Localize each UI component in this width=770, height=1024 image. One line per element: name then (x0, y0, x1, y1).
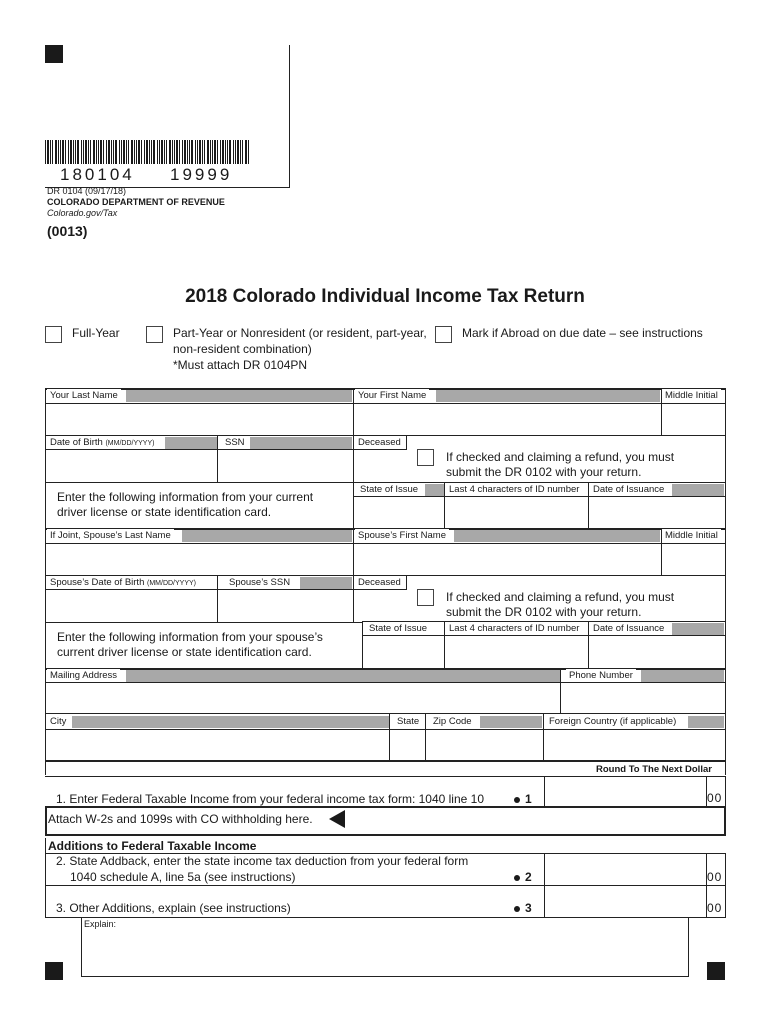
spouse-last-name-field[interactable] (46, 544, 352, 574)
dob-field[interactable] (46, 450, 216, 481)
left-border (45, 388, 46, 775)
line3-text: 3. Other Additions, explain (see instructions) (56, 901, 291, 915)
spouse-first-name-label: Spouse’s First Name (355, 529, 449, 542)
right-border (725, 388, 726, 775)
ssn-field[interactable] (218, 450, 352, 481)
form-code: (0013) (47, 223, 88, 239)
barcode (45, 140, 255, 164)
spouse-last4-field[interactable] (445, 636, 587, 667)
zip-field[interactable] (426, 730, 542, 759)
form-id: DR 0104 (09/17/18) (47, 186, 127, 196)
line2-number: 2 (514, 870, 532, 885)
line3-amount-col-right (725, 885, 726, 917)
last-name-field[interactable] (46, 404, 352, 434)
phone-label: Phone Number (566, 669, 636, 682)
line2-amount-col-right (725, 853, 726, 885)
line1-number: 1 (514, 792, 532, 807)
middle-initial-label: Middle Initial (662, 389, 721, 402)
barcode-number-left: 180104 (60, 165, 135, 184)
state-of-issue-label: State of Issue (357, 483, 421, 496)
spouse-row2-bottom (45, 622, 363, 623)
state-field[interactable] (390, 730, 424, 759)
spouse-deceased-label: Deceased (355, 576, 404, 589)
date-issuance-label: Date of Issuance (590, 483, 667, 496)
barcode-number-right: 19999 (170, 165, 233, 184)
spouse-refund-note-line1: If checked and claiming a refund, you must (446, 590, 675, 604)
deceased-label-divider (406, 435, 407, 450)
spouse-last4-label: Last 4 characters of ID number (446, 622, 582, 635)
spouse-ssn-bar (300, 577, 352, 589)
registration-mark-bottom-left (45, 962, 63, 980)
spouse-middle-initial-field[interactable] (662, 544, 724, 574)
explain-label: Explain: (84, 919, 117, 929)
city-field[interactable] (46, 730, 388, 759)
attach-arrow-icon (329, 810, 345, 828)
state-label: State (394, 715, 422, 728)
deceased-checkbox[interactable] (417, 449, 434, 466)
foreign-country-field[interactable] (544, 730, 724, 759)
header-divider (289, 45, 290, 187)
line1-cents: 00 (707, 791, 723, 805)
foreign-bar (688, 716, 724, 728)
last4-label: Last 4 characters of ID number (446, 483, 582, 496)
city-bar (72, 716, 389, 728)
mailing-address-field[interactable] (46, 683, 559, 712)
additions-left-border (45, 838, 46, 918)
line2-text-line2: 1040 schedule A, line 5a (see instructions) (70, 870, 296, 884)
line1-text: 1. Enter Federal Taxable Income from your federal income tax form: 1040 line 10 (56, 792, 484, 806)
part-year-label-line2: non-resident combination) (173, 342, 312, 356)
zip-label: Zip Code (430, 715, 475, 728)
spouse-date-issuance-label: Date of Issuance (590, 622, 667, 635)
abroad-checkbox[interactable] (435, 326, 452, 343)
full-year-label: Full-Year (72, 326, 120, 340)
registration-mark-bottom-right (707, 962, 725, 980)
spouse-first-name-field[interactable] (354, 544, 660, 574)
refund-note-line2: submit the DR 0102 with your return. (446, 465, 642, 479)
first-name-label: Your First Name (355, 389, 429, 402)
mailing-address-bar (126, 670, 560, 682)
spouse-deceased-checkbox[interactable] (417, 589, 434, 606)
spouse-date-issuance-field[interactable] (589, 636, 724, 667)
full-year-checkbox[interactable] (45, 326, 62, 343)
spouse-ssn-divider (353, 575, 354, 622)
spouse-dob-field[interactable] (46, 590, 216, 621)
phone-field[interactable] (561, 683, 724, 712)
line3-number: 3 (514, 901, 532, 916)
spouse-middle-initial-label: Middle Initial (662, 529, 721, 542)
spouse-license-note-line1: Enter the following information from your spouse’s (57, 630, 323, 644)
dob-label: Date of Birth (MM/DD/YYYY) (47, 436, 157, 450)
spouse-license-note-line2: current driver license or state identification card. (57, 645, 312, 659)
first-name-label-bar (436, 390, 660, 402)
round-note: Round To The Next Dollar (596, 764, 712, 775)
department-name: COLORADO DEPARTMENT OF REVENUE (47, 197, 225, 207)
foreign-country-label: Foreign Country (if applicable) (546, 715, 679, 728)
spouse-ssn-label: Spouse’s SSN (226, 576, 293, 589)
first-name-field[interactable] (354, 404, 660, 434)
date-issuance-field[interactable] (589, 497, 724, 528)
city-label: City (47, 715, 69, 728)
zip-bar (480, 716, 542, 728)
address-bottom-rule (45, 713, 726, 714)
line2-text-line1: 2. State Addback, enter the state income tax deduction from your federal form (56, 854, 469, 868)
registration-mark-top-left (45, 45, 63, 63)
line2-cents: 00 (707, 870, 723, 884)
explain-box[interactable] (81, 917, 689, 977)
last4-field[interactable] (445, 497, 587, 528)
part-year-label-line3: *Must attach DR 0104PN (173, 358, 308, 372)
spouse-date-issuance-bar (672, 623, 724, 635)
spouse-refund-note-line2: submit the DR 0102 with your return. (446, 605, 642, 619)
spouse-last-name-label: If Joint, Spouse’s Last Name (47, 529, 174, 542)
ssn-divider (353, 435, 354, 482)
line2-amount-field[interactable] (545, 854, 705, 884)
abroad-label: Mark if Abroad on due date – see instructions (462, 326, 703, 340)
part-year-label-line1: Part-Year or Nonresident (or resident, part-year, (173, 326, 427, 340)
spouse-ssn-field[interactable] (218, 590, 352, 621)
part-year-checkbox[interactable] (146, 326, 163, 343)
attach-note: Attach W-2s and 1099s with CO withholding here. (48, 812, 313, 826)
mailing-address-label: Mailing Address (47, 669, 120, 682)
deceased-label: Deceased (355, 436, 404, 449)
line1-amount-field[interactable] (545, 777, 705, 805)
license-note-line2: driver license or state identification card. (57, 505, 272, 519)
date-issuance-bar (672, 484, 724, 496)
state-issue-bar (425, 484, 444, 496)
ssn-label: SSN (222, 436, 248, 449)
amount-col-right (725, 776, 726, 806)
spouse-dob-label: Spouse’s Date of Birth (MM/DD/YYYY) (47, 576, 199, 590)
refund-note-line1: If checked and claiming a refund, you must (446, 450, 675, 464)
last-name-label: Your Last Name (47, 389, 121, 402)
row2-bottom-rule (45, 482, 353, 483)
additions-heading: Additions to Federal Taxable Income (48, 839, 257, 853)
line3-cents: 00 (707, 901, 723, 915)
state-of-issue-field[interactable] (354, 497, 443, 528)
spouse-state-of-issue-field[interactable] (363, 636, 443, 667)
line3-amount-field[interactable] (545, 886, 705, 916)
last-name-label-bar (126, 390, 352, 402)
page-title: 2018 Colorado Individual Income Tax Return (185, 286, 585, 307)
spouse-first-name-bar (454, 530, 660, 542)
license-note-line1: Enter the following information from your current (57, 490, 314, 504)
spouse-state-of-issue-label: State of Issue (366, 622, 430, 635)
spouse-last-name-bar (182, 530, 352, 542)
dob-label-bar (165, 437, 217, 449)
spouse-deceased-label-divider (406, 575, 407, 590)
website: Colorado.gov/Tax (47, 208, 118, 218)
phone-bar (641, 670, 724, 682)
ssn-label-bar (250, 437, 352, 449)
middle-initial-field[interactable] (662, 404, 724, 434)
